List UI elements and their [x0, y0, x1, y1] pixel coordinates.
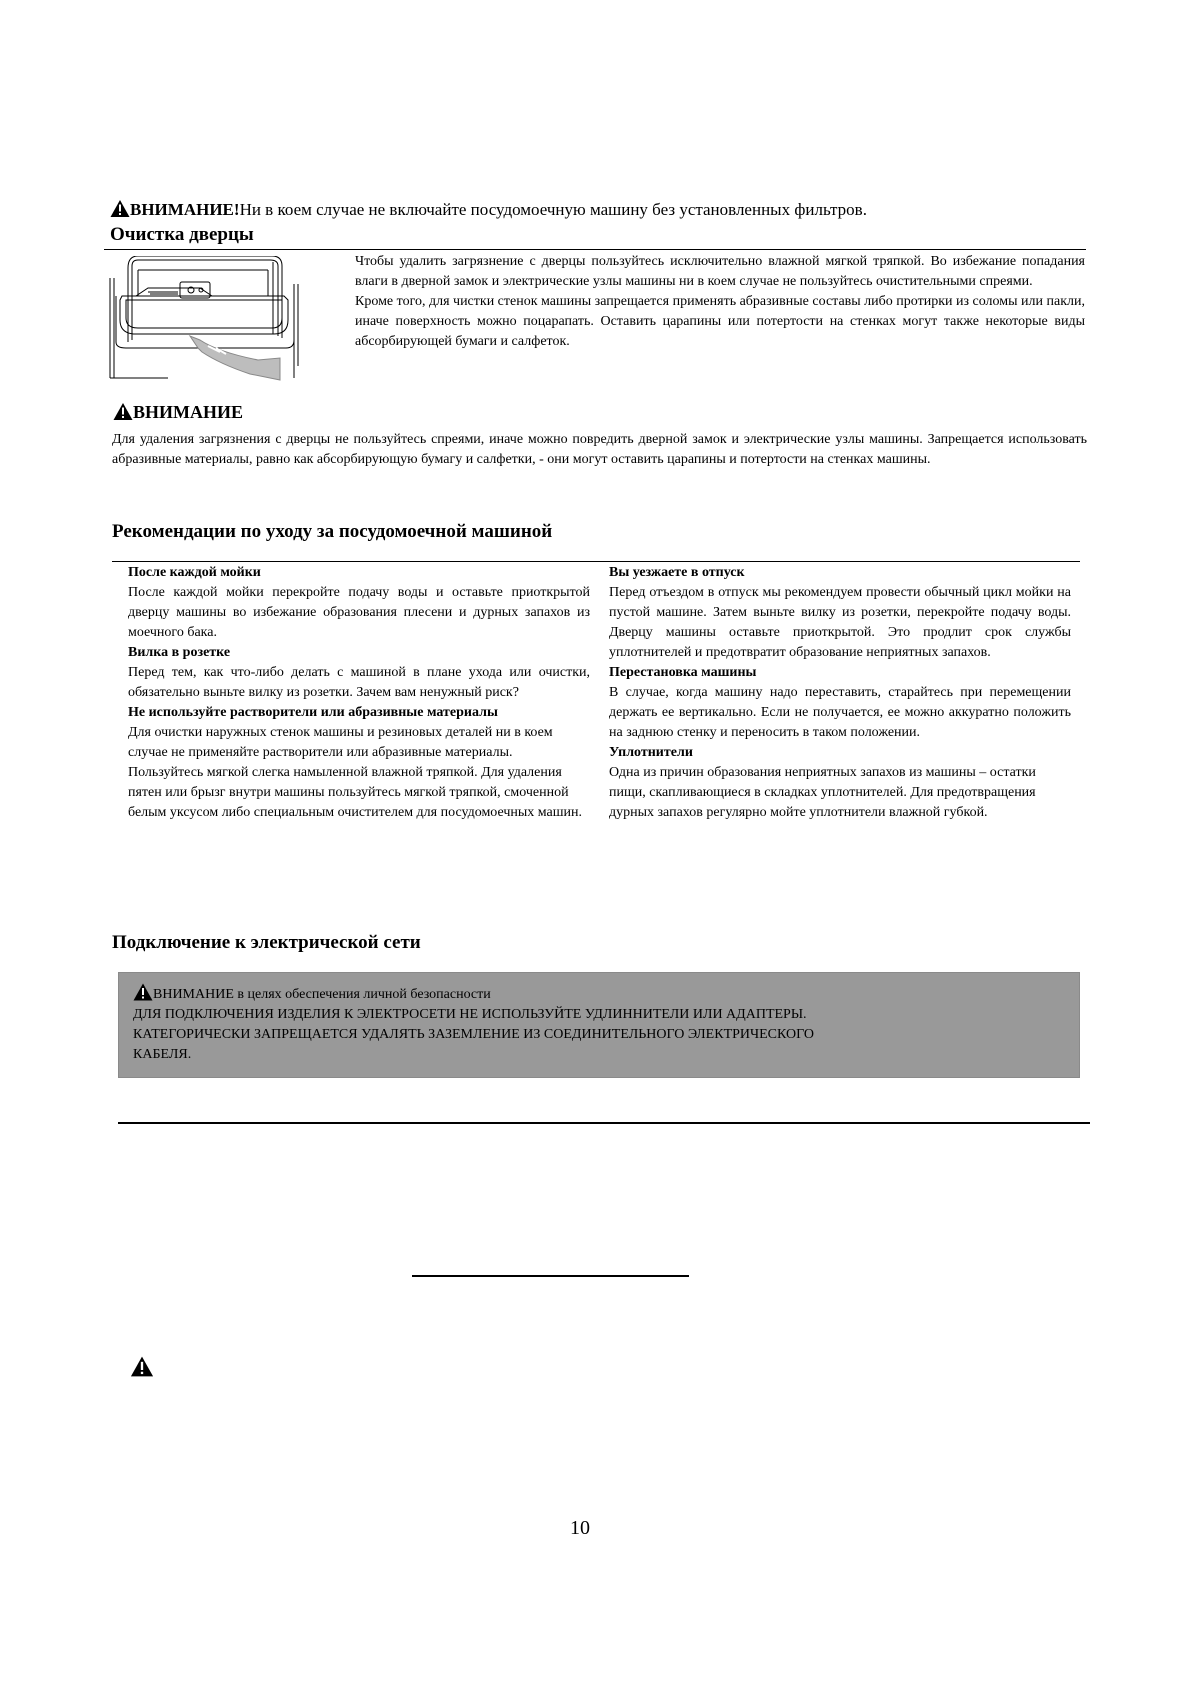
care-subheading: Вилка в розетке	[128, 645, 231, 660]
care-paragraph: Перед отъездом в отпуск мы рекомендуем провести обычный цикл мойки на пустой машине. Затем выньте вилку из розетки, перекройте подачу воды. Дверцу машины оставьте приоткрытой. Это продлит срок службы уплотнителей и предотвратит образование неприятных запахов.	[609, 585, 1071, 660]
door-cleaning-heading: Очистка дверцы	[110, 224, 254, 245]
care-column-left	[128, 563, 590, 823]
electric-heading: Подключение к электрической сети	[112, 932, 421, 953]
care-subheading: Уплотнители	[609, 745, 693, 760]
dishwasher-door-illustration	[108, 256, 304, 390]
door-warning-text: Для удаления загрязнения с дверцы не пользуйтесь спреями, иначе можно повредить дверной замок и электрические узлы машины. Запрещается использовать абразивные материалы, равно как абсорбирующую бумагу и салфетки, - они могут оставить царапины и потертости на стенках машины.	[112, 432, 1087, 467]
care-paragraph: После каждой мойки перекройте подачу воды и оставьте приоткрытой дверцу машины во избежание образования плесени и дурных запахов из моечного бака.	[128, 585, 590, 640]
electric-warning-line	[133, 983, 1065, 1005]
care-column-right	[609, 563, 1071, 823]
care-paragraph: Для очистки наружных стенок машины и резиновых деталей ни в коем случае не применяйте растворители или абразивные материалы. Пользуйтесь мягкой слегка намыленной влажной тряпкой. Для удаления пятен или брызг внутри машины пользуйтесь мягкой тряпкой, смоченной белым уксусом либо специальным очистителем для посудомоечных машин.	[128, 725, 583, 820]
filter-warning	[110, 199, 1110, 220]
short-divider	[412, 1275, 689, 1277]
warning-icon	[133, 983, 153, 1001]
electric-warning-line: КАБЕЛЯ.	[133, 1047, 192, 1062]
care-paragraph: Одна из причин образования неприятных запахов из машины – остатки пищи, скапливающиеся в складках уплотнителей. Для предотвращения дурных запахов регулярно мойте уплотнители влажной губкой.	[609, 765, 1036, 820]
care-paragraph: В случае, когда машину надо переставить, старайтесь при перемещении держать ее вертикально. Если не получается, ее можно аккуратно положить на заднюю стенку и переносить в таком положении.	[609, 685, 1071, 740]
care-subheading: Не используйте растворители или абразивные материалы	[128, 705, 498, 720]
care-heading: Рекомендации по уходу за посудомоечной машиной	[112, 521, 553, 542]
warning-icon	[113, 402, 133, 421]
filter-warning-label: ВНИМАНИЕ!	[130, 200, 240, 219]
door-cleaning-paragraph: Чтобы удалить загрязнение с дверцы пользуйтесь исключительно влажной мягкой тряпкой. Во избежание попадания влаги в дверной замок и электрические узлы машины ни в коем случае не пользуйтесь очистительными спреями.	[355, 254, 1085, 289]
care-subheading: После каждой мойки	[128, 565, 261, 580]
section-divider	[118, 1122, 1090, 1124]
electric-warning-line: ДЛЯ ПОДКЛЮЧЕНИЯ ИЗДЕЛИЯ К ЭЛЕКТРОСЕТИ НЕ ИСПОЛЬЗУЙТЕ УДЛИННИТЕЛИ ИЛИ АДАПТЕРЫ.	[133, 1007, 807, 1022]
care-subheading: Вы уезжаете в отпуск	[609, 565, 745, 580]
door-cleaning-text	[355, 252, 1085, 352]
electric-warning-box	[118, 972, 1080, 1078]
warning-icon	[110, 199, 130, 218]
electric-warning-line: КАТЕГОРИЧЕСКИ ЗАПРЕЩАЕТСЯ УДАЛЯТЬ ЗАЗЕМЛЕНИЕ ИЗ СОЕДИНИТЕЛЬНОГО ЭЛЕКТРИЧЕСКОГО	[133, 1027, 814, 1042]
filter-warning-text: Ни в коем случае не включайте посудомоечную машину без установленных фильтров.	[239, 200, 867, 219]
care-heading-rule	[112, 561, 1080, 562]
care-subheading: Перестановка машины	[609, 665, 757, 680]
electric-warning-title: ВНИМАНИЕ в целях обеспечения личной безопасности	[153, 987, 491, 1002]
door-cleaning-paragraph: Кроме того, для чистки стенок машины запрещается применять абразивные составы либо протирки из соломы или пакли, иначе поверхность можно поцарапать. Оставить царапины или потертости на стенках могут также некоторые виды абсорбирующей бумаги и салфеток.	[355, 294, 1085, 349]
page-number: 10	[570, 1517, 590, 1539]
door-warning-title: ВНИМАНИЕ	[133, 402, 244, 422]
door-heading-rule	[104, 249, 1086, 250]
care-paragraph: Перед тем, как что-либо делать с машиной в плане ухода или очистки, обязательно выньте вилку из розетки. Зачем вам ненужный риск?	[128, 665, 590, 700]
door-warning-heading	[113, 402, 243, 423]
warning-icon	[130, 1356, 154, 1377]
